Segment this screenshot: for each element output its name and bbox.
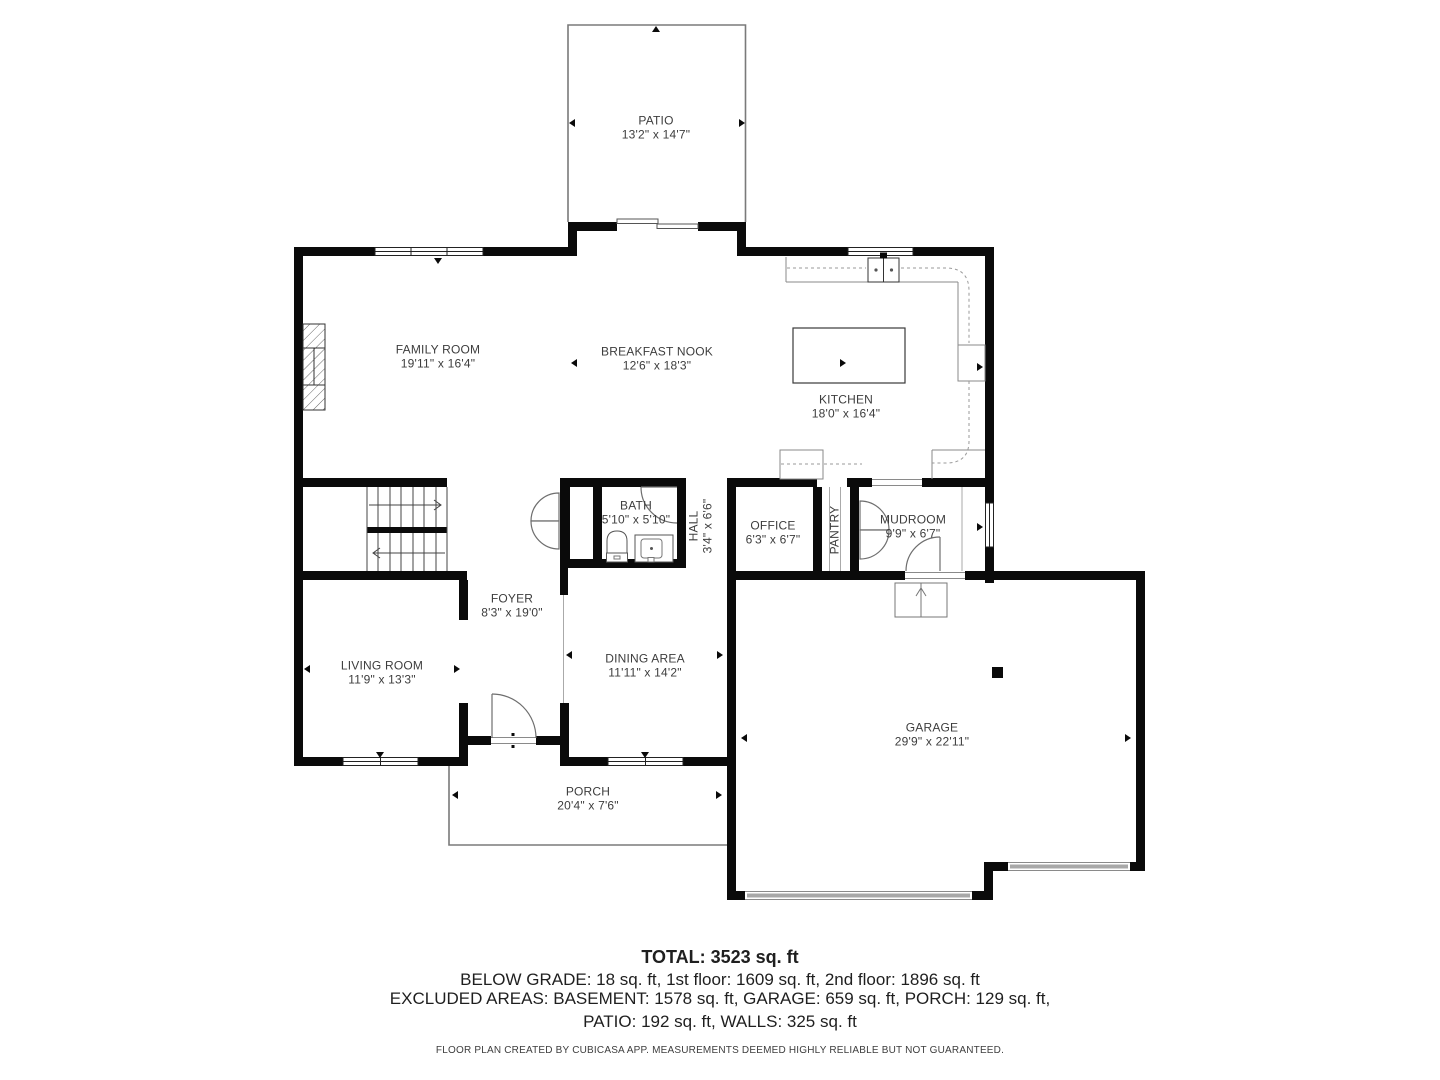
foyer-closet-doors: [531, 493, 559, 549]
room-label-foyer: FOYER 8'3" x 19'0": [481, 591, 543, 619]
mudroom-garage-door: [906, 537, 940, 571]
summary-total: TOTAL: 3523 sq. ft: [641, 947, 799, 967]
summary-floors: BELOW GRADE: 18 sq. ft, 1st floor: 1609 sq. ft, 2nd floor: 1896 sq. ft: [460, 970, 980, 989]
room-label-pantry: PANTRY: [827, 505, 842, 555]
room-label-bath: BATH 5'10" x 5'10": [601, 498, 671, 526]
room-label-porch: PORCH 20'4" x 7'6": [557, 784, 619, 812]
bath-fixtures: [607, 531, 674, 562]
summary-excluded-areas: EXCLUDED AREAS: BASEMENT: 1578 sq. ft, GARAGE: 659 sq. ft, PORCH: 129 sq. ft,: [389, 989, 1051, 1008]
sliding-door: [617, 219, 698, 229]
kitchen-sink: [868, 253, 899, 283]
summary-excluded-areas-2: PATIO: 192 sq. ft, WALLS: 325 sq. ft: [583, 1012, 857, 1031]
room-label-family-room: FAMILY ROOM 19'11" x 16'4": [395, 342, 481, 370]
dimension-markers: [304, 26, 1131, 799]
room-label-mudroom: MUDROOM 9'9" x 6'7": [879, 512, 947, 540]
toilet: [607, 531, 627, 553]
disclaimer-text: FLOOR PLAN CREATED BY CUBICASA APP. MEASUREMENTS DEEMED HIGHLY RELIABLE BUT NOT GUARANTEED.: [435, 1045, 1005, 1056]
garage-post: [992, 667, 1003, 678]
garage-doors: [745, 862, 1130, 900]
garage-steps: [895, 583, 947, 617]
fireplace: [303, 324, 325, 410]
room-label-office: OFFICE 6'3" x 6'7": [745, 518, 801, 546]
room-label-dining-area: DINING AREA 11'11" x 14'2": [605, 651, 685, 679]
walls: [294, 222, 1145, 900]
room-label-breakfast-nook: BREAKFAST NOOK 12'6" x 18'3": [601, 344, 713, 372]
doors: [492, 487, 940, 738]
room-label-patio: PATIO 13'2" x 14'7": [621, 113, 691, 141]
range: [958, 345, 985, 381]
faucet: [880, 253, 887, 259]
room-label-hall: HALL 3'4" x 6'6": [686, 498, 714, 554]
room-label-garage: GARAGE 29'9" x 22'11": [894, 720, 970, 748]
kitchen-island: [793, 328, 905, 383]
room-label-living-room: LIVING ROOM 11'9" x 13'3": [340, 658, 424, 686]
front-door: [492, 694, 536, 738]
room-label-kitchen: KITCHEN 18'0" x 16'4": [811, 392, 881, 420]
